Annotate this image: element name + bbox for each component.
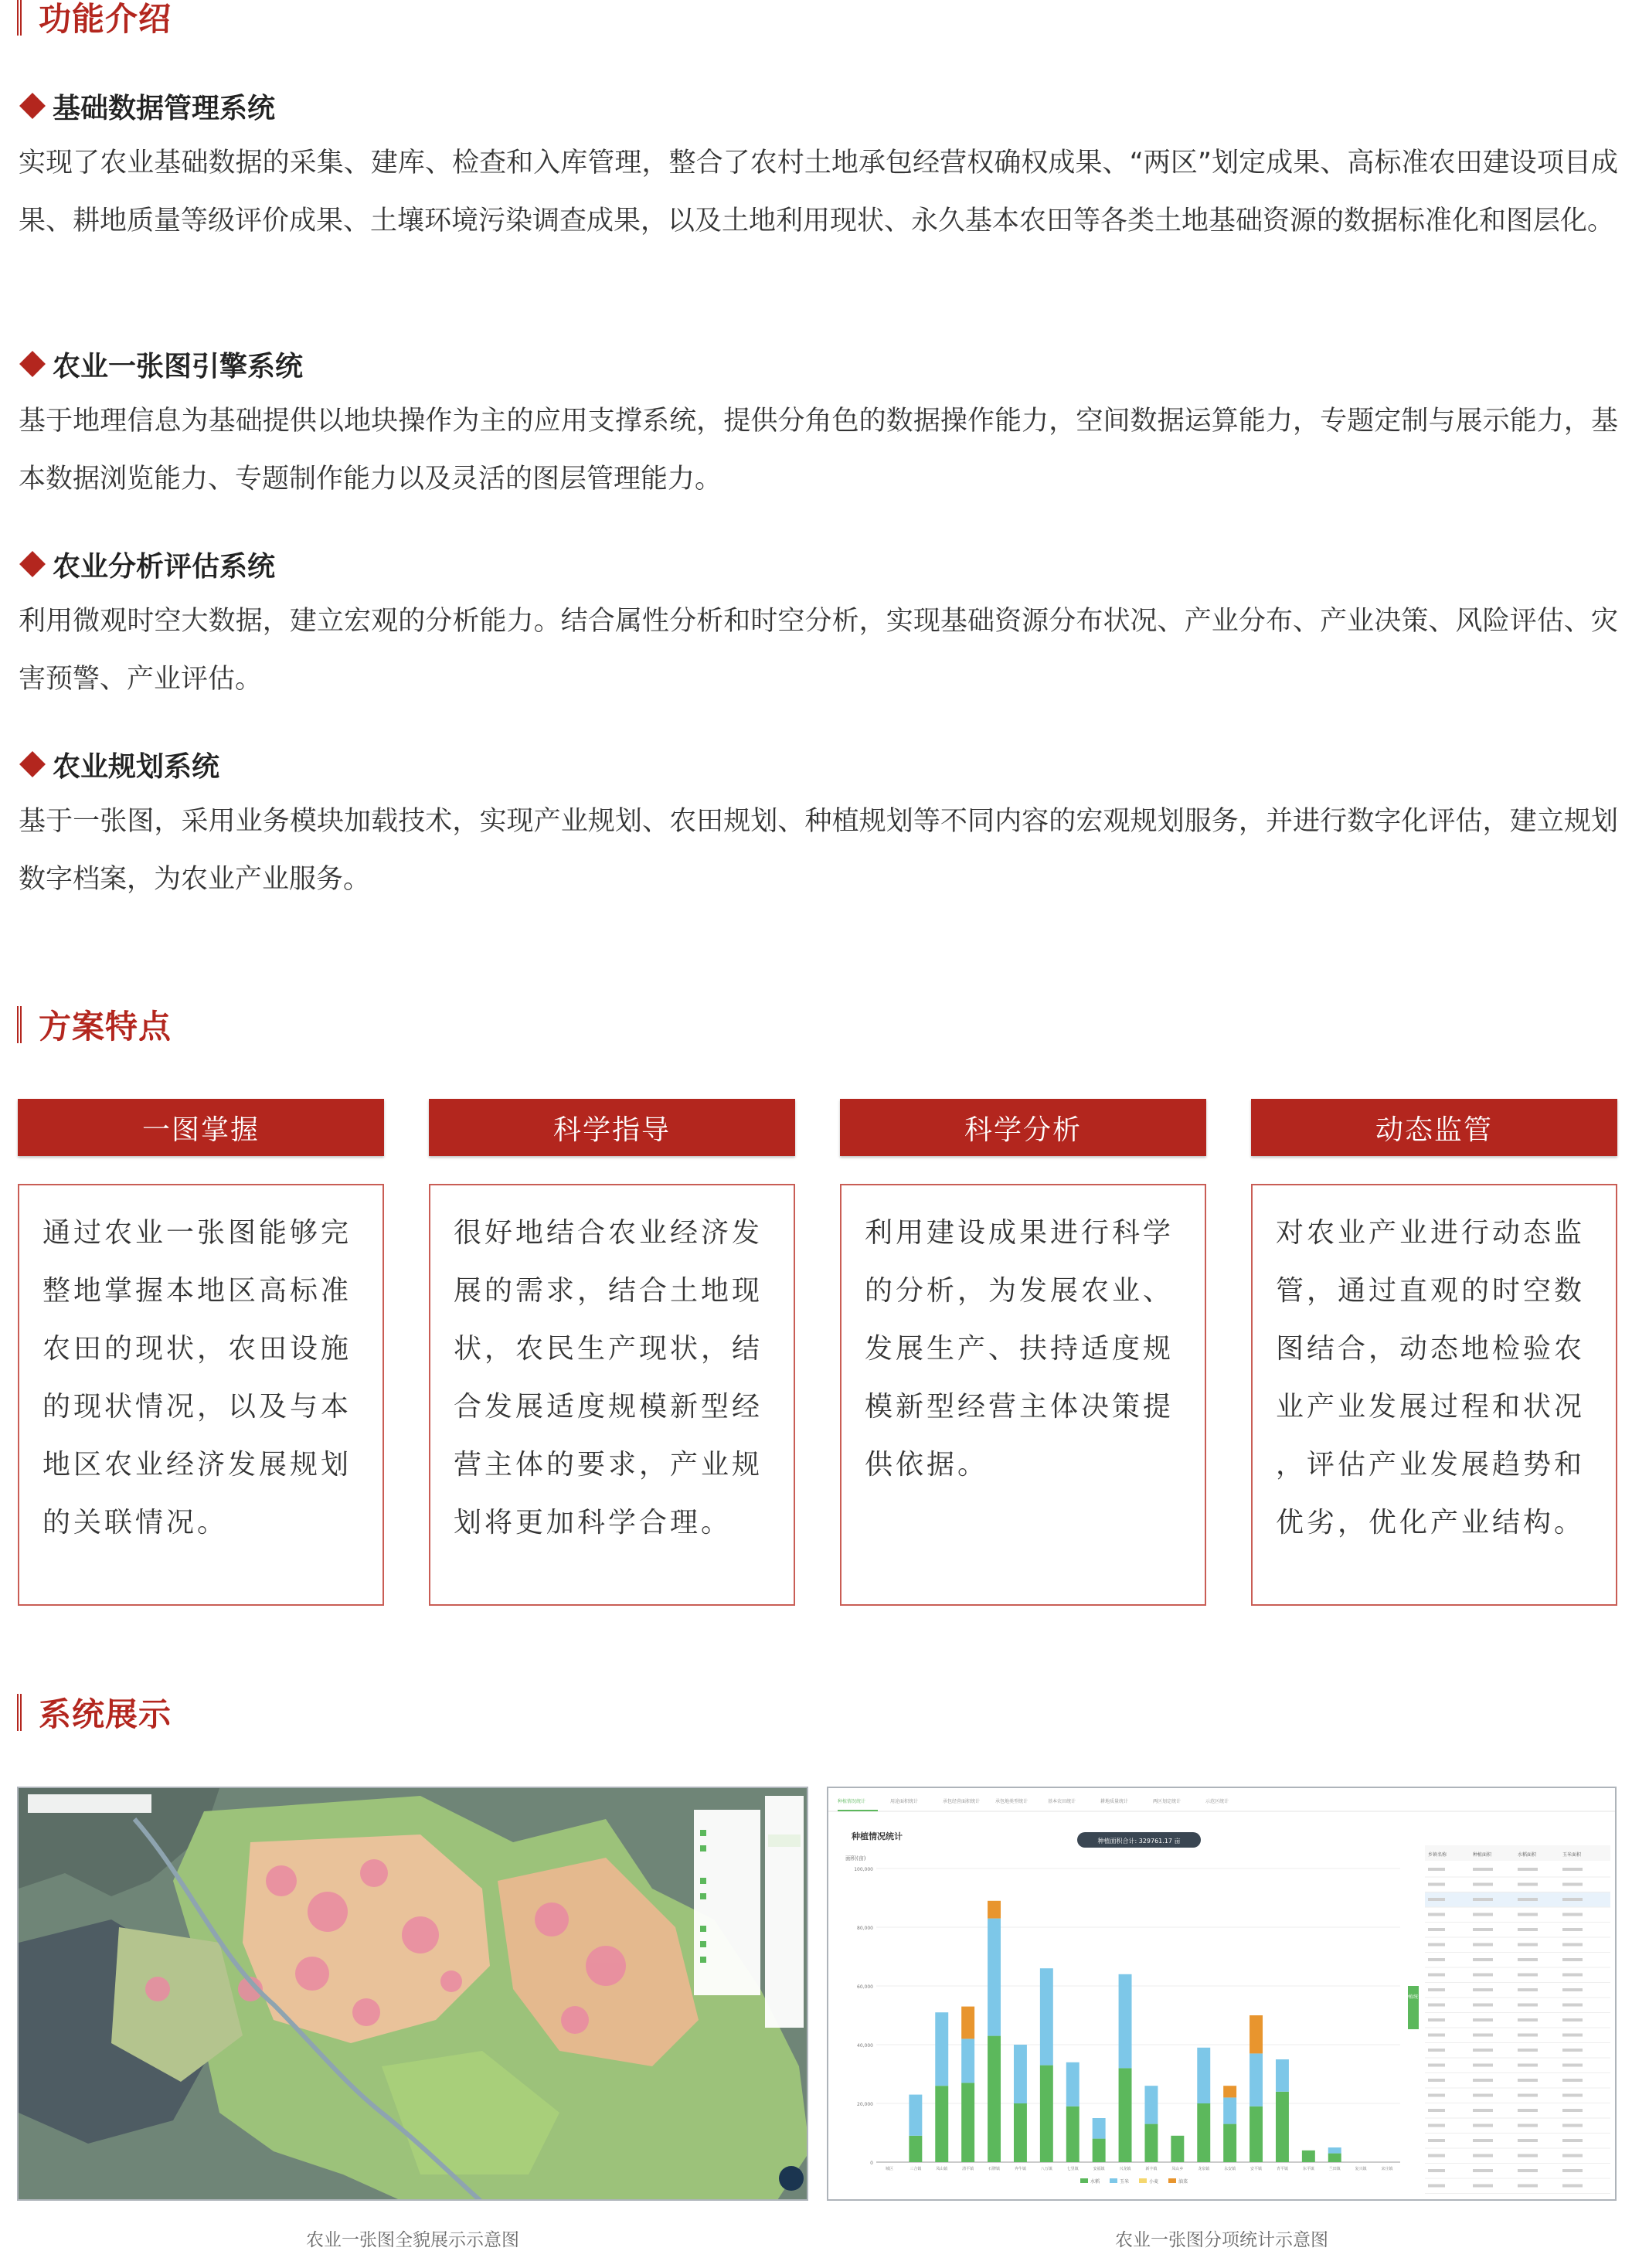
map-caption: 农业一张图全貌展示示意图	[306, 2230, 519, 2250]
diamond-bullet-icon	[19, 751, 46, 777]
bar-segment	[935, 2086, 948, 2162]
bar-segment	[961, 2007, 974, 2039]
card-line: 优劣，优化产业结构。	[1276, 1507, 1586, 1539]
table-cell-placeholder	[1518, 2109, 1538, 2112]
bar-segment	[1144, 2086, 1158, 2123]
feature-map-engine	[19, 345, 1618, 508]
table-cell-placeholder	[1473, 1958, 1493, 1961]
table-cell-placeholder	[1428, 1988, 1445, 1991]
table-cell-placeholder	[1428, 2064, 1445, 2067]
map-screenshot	[17, 1787, 808, 2201]
table-cell-placeholder	[1473, 1913, 1493, 1916]
table-header-cell: 乡镇名称	[1428, 1852, 1447, 1858]
table-cell-placeholder	[1428, 2018, 1445, 2021]
feature-title: 农业规划系统	[53, 750, 220, 783]
stats-caption: 农业一张图分项统计示意图	[1115, 2230, 1328, 2250]
card-body	[1251, 1184, 1617, 1606]
table-header-cell: 玉米面积	[1562, 1852, 1582, 1858]
bar-segment	[1223, 2086, 1236, 2097]
table-cell-placeholder	[1518, 2154, 1538, 2157]
x-tick-label: 复兴镇	[1355, 2167, 1367, 2171]
total-area-pill-label: 种植面积合计: 329761.17 亩	[1097, 1838, 1181, 1845]
table-cell-placeholder	[1428, 2139, 1445, 2142]
table-cell-placeholder	[1518, 2139, 1538, 2142]
table-cell-placeholder	[1562, 2169, 1583, 2172]
bar-segment	[1250, 2106, 1263, 2162]
feature-body: 基于地理信息为基础提供以地块操作为主的应用支撑系统，提供分角色的数据操作能力，空间数据运算能力，专题定制与展示能力，基本数据浏览能力、专题制作能力以及灵活的图层管理能力。	[19, 406, 1618, 495]
x-tick-label: 永安镇	[1224, 2167, 1236, 2171]
table-cell-placeholder	[1518, 2049, 1538, 2052]
table-cell-placeholder	[1518, 2185, 1538, 2188]
table-cell-placeholder	[1473, 2079, 1493, 2082]
side-tab[interactable]	[1408, 1986, 1419, 2029]
x-tick-label: 龙泉镇	[1198, 2167, 1210, 2171]
legend-label: 油菜	[1178, 2179, 1188, 2185]
bar-segment	[1014, 2045, 1027, 2103]
card-line: 对农业产业进行动态监	[1276, 1217, 1586, 1249]
bar-segment	[1250, 2053, 1263, 2106]
bar-segment	[988, 2036, 1001, 2162]
bar-segment	[1276, 2092, 1289, 2162]
x-tick-label: 石牌镇	[988, 2167, 1001, 2171]
y-tick-label: 20,000	[857, 2102, 873, 2107]
table-cell-placeholder	[1473, 2064, 1493, 2067]
stats-tab[interactable]: 示范区统计	[1205, 1799, 1229, 1804]
feature-title: 农业分析评估系统	[53, 550, 276, 583]
table-cell-placeholder	[1518, 2018, 1538, 2021]
card-header: 一图掌握	[18, 1099, 384, 1156]
stats-illustration	[828, 1788, 1617, 2201]
table-cell-placeholder	[1428, 1974, 1445, 1977]
feature-title: 基础数据管理系统	[53, 92, 276, 124]
x-tick-label: 安福镇	[1093, 2167, 1105, 2171]
table-cell-placeholder	[1428, 2185, 1445, 2188]
table-cell-placeholder	[1473, 2109, 1493, 2112]
table-cell-placeholder	[1428, 1913, 1445, 1916]
legend-label: 小麦	[1149, 2179, 1159, 2185]
stats-tab[interactable]: 两区划定统计	[1153, 1799, 1182, 1804]
table-cell-placeholder	[1473, 2124, 1493, 2127]
bar-segment	[1250, 2015, 1263, 2053]
table-header-cell: 水稻面积	[1518, 1852, 1537, 1858]
bar-segment	[1302, 2151, 1315, 2162]
feature-planning	[19, 745, 1618, 909]
table-cell-placeholder	[1518, 1958, 1538, 1961]
section-title-text: 方案特点	[39, 1008, 172, 1046]
table-cell-placeholder	[1518, 1988, 1538, 1991]
stats-screenshot	[827, 1787, 1617, 2201]
table-cell-placeholder	[1518, 1898, 1538, 1901]
table-cell-placeholder	[1473, 1883, 1493, 1886]
diamond-bullet-icon	[19, 551, 46, 577]
table-cell-placeholder	[1562, 1868, 1583, 1871]
bar-segment	[988, 1901, 1001, 1919]
card-header: 动态监管	[1251, 1099, 1617, 1156]
table-cell-placeholder	[1428, 2109, 1445, 2112]
x-tick-label: 兴龙镇	[1119, 2167, 1131, 2171]
x-tick-label: 青平镇	[1276, 2167, 1288, 2171]
legend-label: 水稻	[1090, 2179, 1100, 2185]
card-line: 合发展适度规模新型经	[454, 1391, 763, 1423]
y-tick-label: 60,000	[857, 1984, 873, 1990]
feature-basic-data	[19, 87, 1618, 250]
table-cell-placeholder	[1562, 2154, 1583, 2157]
card-line: 通过农业一张图能够完	[42, 1217, 352, 1249]
table-cell-placeholder	[1518, 1868, 1538, 1871]
card-line: 业产业发展过程和状况	[1276, 1391, 1586, 1423]
table-cell-placeholder	[1428, 2169, 1445, 2172]
diamond-bullet-icon	[19, 93, 46, 119]
table-cell-placeholder	[1473, 1928, 1493, 1931]
table-cell-placeholder	[1428, 2154, 1445, 2157]
bar-segment	[1276, 2059, 1289, 2092]
y-unit-label: 面积(亩)	[845, 1855, 866, 1862]
stats-tab[interactable]: 承包经营面积统计	[943, 1799, 981, 1804]
card-line: 的分析，为发展农业、	[865, 1275, 1175, 1307]
stats-tab[interactable]: 承包地类型统计	[995, 1799, 1028, 1804]
table-cell-placeholder	[1562, 2094, 1583, 2097]
table-cell-placeholder	[1562, 2079, 1583, 2082]
bar-segment	[961, 2083, 974, 2162]
x-tick-label: 城区	[885, 2167, 893, 2171]
table-cell-placeholder	[1562, 1958, 1583, 1961]
bar-segment	[909, 2136, 922, 2162]
bar-segment	[1144, 2124, 1158, 2162]
x-tick-label: 安平镇	[1250, 2167, 1263, 2171]
card-line: 展的需求，结合土地现	[454, 1275, 763, 1307]
card-header: 科学指导	[429, 1099, 795, 1156]
stats-tab[interactable]: 种植情况统计	[838, 1799, 866, 1804]
card-line: 利用建设成果进行科学	[865, 1217, 1175, 1249]
bar-segment	[988, 1919, 1001, 2036]
card-line: 模新型经营主体决策提	[865, 1391, 1175, 1423]
table-cell-placeholder	[1518, 2124, 1538, 2127]
table-cell-placeholder	[1518, 1913, 1538, 1916]
table-cell-placeholder	[1473, 2004, 1493, 2007]
bar-segment	[1197, 2103, 1210, 2162]
bar-segment	[1119, 2068, 1132, 2162]
table-cell-placeholder	[1428, 1958, 1445, 1961]
section-title-text: 系统展示	[39, 1695, 172, 1733]
table-cell-placeholder	[1562, 1928, 1583, 1931]
bar-segment	[1093, 2118, 1106, 2139]
legend-swatch	[1080, 2178, 1088, 2183]
table-cell-placeholder	[1428, 2124, 1445, 2127]
bar-segment	[1066, 2062, 1080, 2106]
card-body	[429, 1184, 795, 1606]
feature-body: 利用微观时空大数据，建立宏观的分析能力。结合属性分析和时空分析，实现基础资源分布状况、产业分布、产业决策、风险评估、灾害预警、产业评估。	[19, 606, 1618, 695]
card-line: 农田的现状，农田设施	[42, 1333, 352, 1365]
table-cell-placeholder	[1562, 2049, 1583, 2052]
table-cell-placeholder	[1518, 1883, 1538, 1886]
x-tick-label: 凤山乡	[1171, 2167, 1184, 2171]
table-cell-placeholder	[1473, 2169, 1493, 2172]
table-cell-placeholder	[1518, 2169, 1538, 2172]
table-cell-placeholder	[1562, 1913, 1583, 1916]
bar-segment	[961, 2038, 974, 2083]
stats-tab[interactable]: 基本农田统计	[1048, 1799, 1076, 1804]
bar-segment	[1197, 2048, 1210, 2103]
map-illustration	[19, 1788, 808, 2201]
table-cell-placeholder	[1562, 1988, 1583, 1991]
table-cell-placeholder	[1473, 2094, 1493, 2097]
table-cell-placeholder	[1428, 1883, 1445, 1886]
x-tick-label: 新丰镇	[1145, 2167, 1158, 2171]
legend-label: 玉米	[1120, 2179, 1130, 2185]
table-cell-placeholder	[1562, 2034, 1583, 2037]
stats-chart-title: 种植情况统计	[852, 1831, 903, 1841]
table-header-cell: 种植面积	[1473, 1852, 1492, 1858]
table-cell-placeholder	[1473, 2185, 1493, 2188]
table-cell-placeholder	[1473, 2049, 1493, 2052]
bar-segment	[1040, 2066, 1053, 2162]
bar-segment	[1328, 2147, 1341, 2154]
card-body	[18, 1184, 384, 1606]
y-tick-label: 100,000	[854, 1867, 873, 1872]
table-cell-placeholder	[1428, 1943, 1445, 1947]
table-cell-placeholder	[1562, 1898, 1583, 1901]
table-cell-placeholder	[1518, 1928, 1538, 1931]
card-line: 地区农业经济发展规划	[42, 1449, 352, 1481]
section-title-text: 功能介绍	[39, 0, 172, 38]
card-line: 很好地结合农业经济发	[454, 1217, 763, 1249]
card-line: 营主体的要求，产业规	[454, 1449, 763, 1481]
section-title-plan	[17, 1003, 172, 1046]
table-cell-placeholder	[1473, 2034, 1493, 2037]
table-cell-placeholder	[1473, 2139, 1493, 2142]
x-tick-label: 宋庄镇	[1381, 2167, 1393, 2171]
table-cell-placeholder	[1428, 2004, 1445, 2007]
table-cell-placeholder	[1518, 2064, 1538, 2067]
card-line: 管，通过直观的时空数	[1276, 1275, 1586, 1307]
table-cell-placeholder	[1473, 1868, 1493, 1871]
bar-segment	[909, 2095, 922, 2136]
table-cell-placeholder	[1428, 2094, 1445, 2097]
card-line: 发展生产、扶持适度规	[865, 1333, 1175, 1365]
table-cell-placeholder	[1473, 1988, 1493, 1991]
x-tick-label: 八万镇	[1040, 2167, 1052, 2171]
table-cell-placeholder	[1518, 2079, 1538, 2082]
bar-segment	[935, 2012, 948, 2086]
card-header: 科学分析	[840, 1099, 1206, 1156]
legend-swatch	[1110, 2178, 1117, 2183]
card-body	[840, 1184, 1206, 1606]
card-line: ，评估产业发展趋势和	[1276, 1449, 1586, 1481]
table-cell-placeholder	[1562, 1974, 1583, 1977]
stats-tab[interactable]: 用途面积统计	[890, 1799, 919, 1804]
table-cell-placeholder	[1518, 2094, 1538, 2097]
table-cell-placeholder	[1562, 2004, 1583, 2007]
table-cell-placeholder	[1473, 1898, 1493, 1901]
side-tab-label: 种植统计	[1403, 1994, 1423, 2000]
stats-tab[interactable]: 耕地质量统计	[1100, 1799, 1129, 1804]
table-cell-placeholder	[1428, 2034, 1445, 2037]
bar-segment	[1328, 2154, 1341, 2162]
x-tick-label: 凤山镇	[936, 2167, 948, 2171]
table-cell-placeholder	[1518, 1974, 1538, 1977]
section-bar-icon	[17, 1694, 22, 1731]
legend-swatch	[1168, 2178, 1176, 2183]
y-tick-label: 0	[870, 2161, 873, 2166]
bar-segment	[1171, 2136, 1184, 2162]
table-cell-placeholder	[1562, 2018, 1583, 2021]
section-bar-icon	[17, 1006, 22, 1043]
table-cell-placeholder	[1428, 2079, 1445, 2082]
table-cell-placeholder	[1473, 2018, 1493, 2021]
table-cell-placeholder	[1518, 2034, 1538, 2037]
table-cell-placeholder	[1562, 2109, 1583, 2112]
table-cell-placeholder	[1473, 2154, 1493, 2157]
x-tick-label: 兰田镇	[1328, 2167, 1341, 2171]
table-cell-placeholder	[1562, 1943, 1583, 1947]
card-line: 状，农民生产现状，结	[454, 1333, 763, 1365]
table-cell-placeholder	[1562, 2185, 1583, 2188]
section-title-features	[17, 0, 172, 39]
bar-segment	[1014, 2103, 1027, 2162]
card-line: 整地掌握本地区高标准	[42, 1275, 352, 1307]
feature-analysis	[19, 545, 1618, 709]
x-tick-label: 七里镇	[1066, 2167, 1079, 2171]
table-cell-placeholder	[1562, 2139, 1583, 2142]
bar-segment	[1066, 2106, 1080, 2162]
y-tick-label: 80,000	[857, 1926, 873, 1931]
section-bar-icon	[17, 0, 22, 36]
x-tick-label: 清平镇	[962, 2167, 974, 2171]
table-cell-placeholder	[1473, 1974, 1493, 1977]
bar-segment	[1119, 1974, 1132, 2069]
bar-segment	[1223, 2097, 1236, 2123]
legend-swatch	[1139, 2178, 1147, 2183]
table-cell-placeholder	[1518, 2004, 1538, 2007]
table-cell-placeholder	[1428, 2049, 1445, 2052]
y-tick-label: 40,000	[857, 2043, 873, 2049]
table-cell-placeholder	[1428, 1868, 1445, 1871]
feature-body: 实现了农业基础数据的采集、建库、检查和入库管理，整合了农村土地承包经营权确权成果、“两区”划定成果、高标准农田建设项目成果、耕地质量等级评价成果、土壤环境污染调查成果，以及土地利用现状、永久基本农田等各类土地基础资源的数据标准化和图层化。	[19, 148, 1618, 236]
card-line: 的现状情况，以及与本	[42, 1391, 352, 1423]
x-tick-label: 奔牛镇	[1014, 2167, 1026, 2171]
table-cell-placeholder	[1562, 1883, 1583, 1886]
bar-segment	[1040, 1968, 1053, 2065]
card-line: 图结合，动态地检验农	[1276, 1333, 1586, 1365]
bar-segment	[1093, 2139, 1106, 2162]
table-cell-placeholder	[1562, 2124, 1583, 2127]
diamond-bullet-icon	[19, 351, 46, 377]
card-line: 划将更加科学合理。	[454, 1507, 733, 1539]
section-title-display	[17, 1691, 172, 1734]
bar-segment	[1223, 2124, 1236, 2162]
card-line: 供依据。	[865, 1449, 989, 1481]
table-cell-placeholder	[1473, 1943, 1493, 1947]
table-cell-placeholder	[1428, 1928, 1445, 1931]
x-tick-label: 三合镇	[910, 2167, 922, 2171]
table-cell-placeholder	[1428, 1898, 1445, 1901]
feature-title: 农业一张图引擎系统	[53, 350, 304, 383]
table-cell-placeholder	[1518, 1943, 1538, 1947]
card-line: 的关联情况。	[42, 1507, 229, 1539]
x-tick-label: 东平镇	[1302, 2167, 1314, 2171]
feature-body: 基于一张图，采用业务模块加载技术，实现产业规划、农田规划、种植规划等不同内容的宏观规划服务，并进行数字化评估，建立规划数字档案，为农业产业服务。	[19, 806, 1618, 895]
table-cell-placeholder	[1562, 2064, 1583, 2067]
